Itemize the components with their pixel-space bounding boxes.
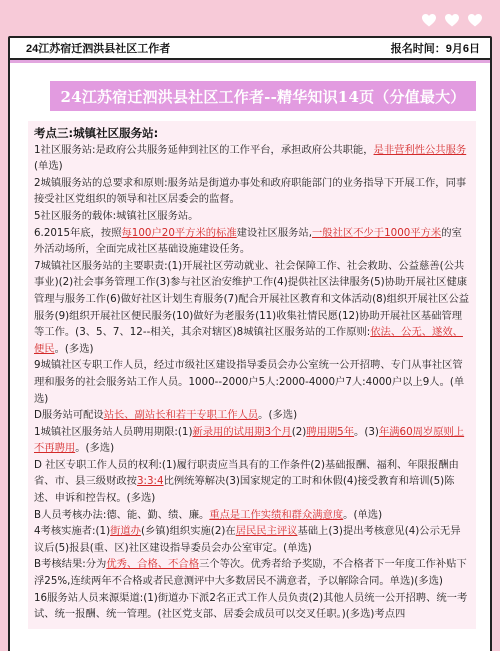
paragraph-text: (单选)	[34, 160, 63, 173]
paragraph-text: 2城镇服务站的总要求和原则:服务站是街道办事处和政府职能部门的业务指导下开展工作，同事接受社区党组织的领导和社区居委会的监督。	[34, 176, 467, 206]
highlighted-text: 新录用的试用期3个月	[192, 425, 292, 438]
paragraph-text: 16服务站人员来源渠道:(1)街道办下派2名正式工作人员负责(2)其他人员统一公开招聘、统一考试、统一报酬、统一管理。(社区党支部、居委会成员可以交叉任职。)(多选)考点四	[34, 591, 468, 621]
highlighted-text: 依法、公无、遂效、便民	[34, 326, 463, 355]
paragraph-text: 比例统筹解决(3)国家规定的工时和休假(4)接受教育和培训(5)陈述、申诉和控告权。(多选)	[34, 475, 455, 505]
paragraph-text: 基础上(3)提出考核意见(4)公示无异议后(5)报县(重、区)社区建设指导委员会办公室审定。(单选)	[34, 525, 461, 554]
paragraph	[34, 507, 470, 524]
paragraph-text: (2)	[291, 425, 307, 438]
paragraph-list	[34, 142, 470, 623]
paragraph	[34, 208, 470, 225]
highlighted-text: 是非营利性公共服务	[373, 143, 467, 156]
paragraph-text: 9城镇社区专职工作人员，经过市级社区建设指导委员会办公室统一公开招聘、专门从事社区管理和服务的社会服务站工作人员。1000--2000户5人:2000-4000户7人:4000户以上9人。(单选)	[34, 359, 465, 405]
paragraph	[34, 556, 470, 589]
highlighted-text: 站长、副站长和若干专职工作人员	[103, 409, 259, 422]
paragraph-text: B人员考核办法:德、能、勤、绩、廉。	[34, 508, 210, 521]
paragraph	[34, 258, 470, 358]
paragraph	[34, 407, 470, 424]
heart-icon	[445, 14, 459, 27]
heart-icon	[422, 14, 436, 27]
content-box	[28, 121, 476, 629]
highlighted-text: 重点是工作实绩和群众满意度	[209, 508, 344, 521]
heart-decoration	[422, 14, 482, 27]
paragraph-text: 。(多选)	[258, 409, 298, 422]
paragraph-text: B考核结果:分为	[34, 558, 107, 571]
highlighted-text: 年满60周岁原则上不再聘用	[34, 425, 465, 455]
paragraph-text: 。(单选)	[343, 508, 383, 521]
paragraph	[34, 175, 470, 208]
paragraph	[34, 590, 470, 623]
paragraph-text: 。(3)	[354, 425, 379, 438]
paragraph	[34, 225, 470, 258]
paragraph	[34, 424, 470, 457]
header-bar	[10, 38, 490, 60]
document-card	[8, 36, 492, 651]
section-title: 考点三:城镇社区服务站:	[34, 126, 159, 140]
paragraph-text: 7城镇社区服务站的主要职责:(1)开展社区劳动就业、社会保障工作、社会救助、公益慈善(公共事业)(2)社会事务管理工作(3)参与社区治安维护工作(4)提供社区法律服务(5)协助开展社区健康管理与服务工作(6)做好社区计划生育服务(7)配合开展社区教育和文体活动(8)组织开展社区公益服务(9)组织开展社区便民服务(10)做好为老服务(11)收集社情民愿(12)协助开展社区基础管理等工作。(3、5、7、12--相关，其余对辖区)8城镇社区服务站的工作原则:	[34, 259, 470, 339]
paragraph-text: 1社区服务站:是政府公共服务延伸到社区的工作平台，承担政府公共职能，	[34, 143, 374, 156]
title-banner: 24江苏宿迁泗洪县社区工作者--精华知识14页（分值最大）	[50, 81, 476, 111]
paragraph-text: 建设社区服务站,	[236, 226, 313, 239]
highlighted-text: 街道办	[110, 525, 141, 538]
highlighted-text: 聘用期5年	[306, 425, 355, 438]
paragraph-text: 。(多选)	[75, 442, 115, 455]
paragraph	[34, 357, 470, 407]
paragraph-text: 6.2015年底，按照	[34, 226, 122, 239]
header-title: 24江苏宿迁泗洪县社区工作者	[26, 43, 171, 55]
registration-date: 报名时间：9月6日	[390, 43, 480, 55]
highlighted-text: 每100户20平方米的标准	[121, 226, 237, 239]
paragraph-text: (乡镇)组织实施(2)在	[140, 525, 236, 538]
paragraph	[34, 523, 470, 556]
highlighted-text: 居民民主评议	[235, 525, 298, 538]
paragraph-text: 5社区服务的载体:城镇社区服务站。	[34, 209, 199, 222]
accent-strip	[10, 60, 490, 63]
paragraph-text: 1城镇社区服务站人员聘用期限:(1)	[34, 425, 193, 438]
paragraph	[34, 457, 470, 507]
heart-icon	[468, 14, 482, 27]
paragraph-text: D 社区专职工作人员的权利:(1)履行职责应当具有的工作条件(2)基础报酬、福利、年限报酬由省、市、县三级财政按	[34, 458, 459, 488]
highlighted-text: 优秀、合格、不合格	[106, 558, 199, 571]
highlighted-text: 3:3:4	[136, 475, 164, 488]
paragraph-text: 。(多选)	[54, 342, 94, 355]
paragraph-text: 4考核实施者:(1)	[34, 525, 111, 538]
paragraph	[34, 142, 470, 175]
paragraph-text: D服务站可配设	[34, 409, 104, 422]
paragraph-text: 三个等次。优秀者给予奖励，不合格者下一年度工作补贴下浮25%,连续两年不合格或者民意测评中大多数居民不满意者，予以解除合同。单选)(多选)	[34, 558, 467, 588]
highlighted-text: 一般社区不少于1000平方米	[312, 226, 442, 239]
paragraph-text: 的室外活动场所，全面完成社区基础设施建设任务。	[34, 226, 462, 256]
